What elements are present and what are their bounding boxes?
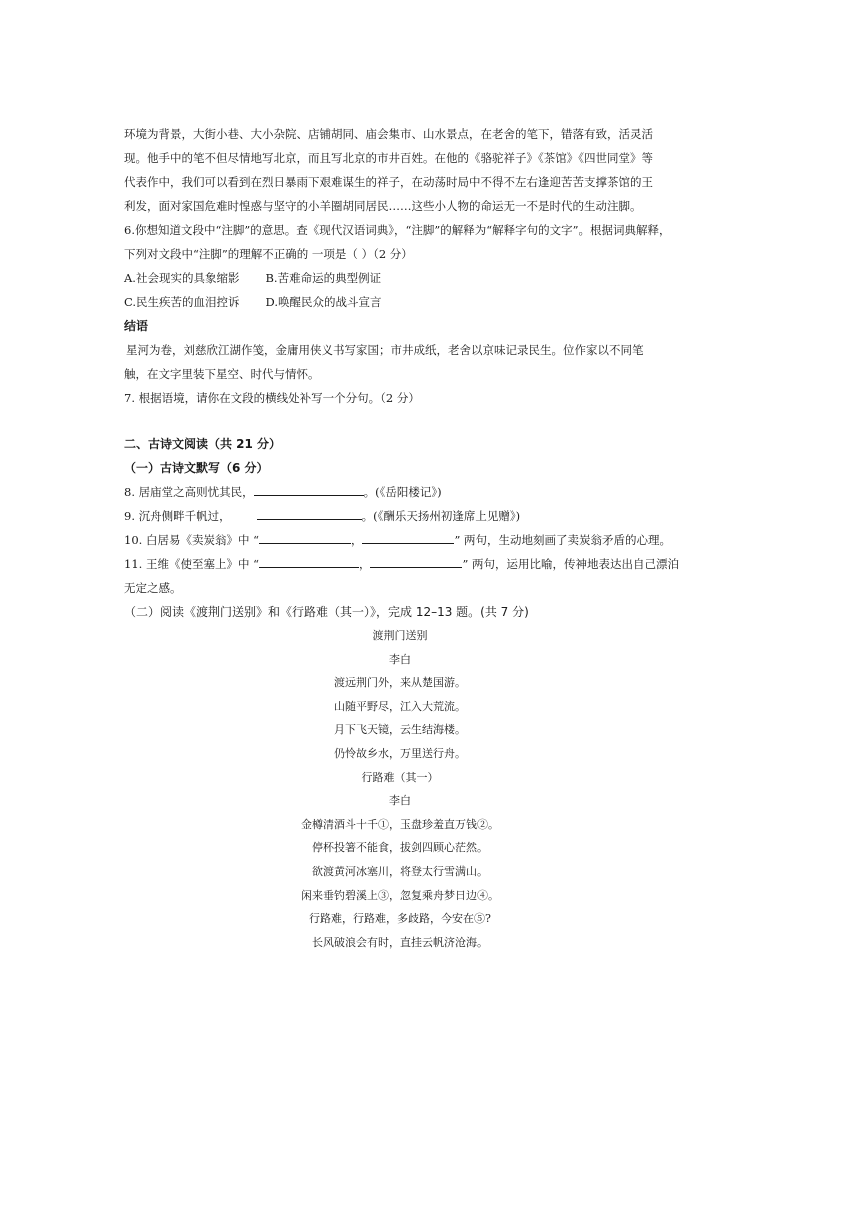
question-11-blank-2[interactable]	[370, 553, 462, 568]
intro-line-1: 环境为背景，大街小巷、大小杂院、店铺胡同、庙会集市、山水景点，在老舍的笔下，错落有致，活灵活	[124, 127, 653, 141]
poem-2	[116, 766, 684, 955]
question-7: 7. 根据语境，请你在文段的横线处补写一个分句。（2 分）	[124, 391, 420, 405]
option-c[interactable]: C.民生疾苦的血泪控诉	[124, 295, 240, 309]
poem-1	[116, 624, 684, 766]
option-a[interactable]: A.社会现实的具象缩影	[124, 271, 240, 285]
conclusion-line-1: 星河为卷，刘慈欣江湖作笺，金庸用侠义书写家国；市井成纸，老舍以京味记录民生。位作家以不同笔	[126, 343, 644, 357]
question-10-blank-1[interactable]	[259, 529, 351, 544]
question-11-line-2: 无定之感。	[124, 581, 182, 595]
question-6-line-1: 6.你想知道文段中“注脚”的意思。查《现代汉语词典》，“注脚”的解释为“解释字句的文字”。根据词典解释，	[124, 223, 671, 237]
question-10-blank-2[interactable]	[362, 529, 454, 544]
poem-1-line: 山随平野尽，江入大荒流。	[334, 699, 466, 713]
question-9: 9. 沉舟侧畔千帆过， 。(《酬乐天扬州初逢席上见赠》)	[124, 504, 692, 528]
question-10: 10. 白居易《卖炭翁》中 “ ， ” 两句，生动地刻画了卖炭翁矛盾的心理。	[124, 528, 692, 552]
question-6-options-row-1	[124, 266, 692, 290]
conclusion-heading: 结语	[124, 319, 149, 333]
intro-line-2: 现。他手中的笔不但尽情地写北京，而且写北京的市井百姓。在他的《骆驼祥子》《茶馆》《四世同堂》等	[124, 151, 653, 165]
option-d[interactable]: D.唤醒民众的战斗宣言	[265, 295, 382, 309]
poem-1-author: 李白	[389, 652, 411, 666]
section-2-sub-2: （二）阅读《渡荆门送别》和《行路难（其一）》，完成 12–13 题。(共 7 分)	[124, 605, 529, 619]
question-11: 11. 王维《使至塞上》中 “ ， ” 两句，运用比喻，传神地表达出自己漂泊	[124, 552, 692, 576]
question-6-line-2: 下列对文段中“注脚”的理解不正确的 一项是（ ）（2 分）	[124, 247, 413, 261]
poem-1-line: 仍怜故乡水，万里送行舟。	[334, 746, 466, 760]
poem-2-title: 行路难（其一）	[361, 770, 439, 784]
option-b[interactable]: B.苦难命运的典型例证	[265, 271, 382, 285]
poem-1-line: 渡远荆门外，来从楚国游。	[334, 676, 466, 690]
section-gap	[124, 410, 692, 432]
question-11-blank-1[interactable]	[259, 553, 359, 568]
poem-1-line: 月下飞天镜，云生结海楼。	[334, 723, 466, 737]
poem-2-line: 闲来垂钓碧溪上③，忽复乘舟梦日边④。	[301, 888, 499, 902]
question-6-options-row-2	[124, 290, 692, 314]
poem-2-line: 长风破浪会有时，直挂云帆济沧海。	[312, 935, 488, 949]
question-9-blank[interactable]	[257, 505, 362, 520]
poem-2-line: 欲渡黄河冰塞川，将登太行雪满山。	[312, 864, 488, 878]
question-8-blank[interactable]	[254, 481, 364, 496]
poem-1-title: 渡荆门送别	[372, 629, 428, 642]
question-8: 8. 居庙堂之高则忧其民， 。(《岳阳楼记》)	[124, 480, 692, 504]
poem-2-line: 金樽清酒斗十千①，玉盘珍羞直万钱②。	[301, 817, 499, 831]
page-content	[124, 122, 692, 954]
conclusion-line-2: 触，在文字里装下星空、时代与情怀。	[124, 367, 320, 381]
poem-2-line: 行路难，行路难，多歧路，今安在⑤?	[309, 912, 491, 926]
intro-line-4: 利发，面对家国危难时惶惑与坚守的小羊圈胡同居民……这些小人物的命运无一不是时代的生动注脚。	[124, 199, 642, 213]
poem-2-line: 停杯投箸不能食，拔剑四顾心茫然。	[312, 841, 488, 855]
section-2-sub-1: （一）古诗文默写（6 分）	[124, 461, 269, 475]
poem-2-author: 李白	[389, 794, 411, 808]
section-2-heading: 二、古诗文阅读（共 21 分）	[124, 437, 282, 451]
intro-line-3: 代表作中，我们可以看到在烈日暴雨下艰难谋生的祥子，在动荡时局中不得不左右逢迎苦苦支撑茶馆的王	[124, 175, 653, 189]
